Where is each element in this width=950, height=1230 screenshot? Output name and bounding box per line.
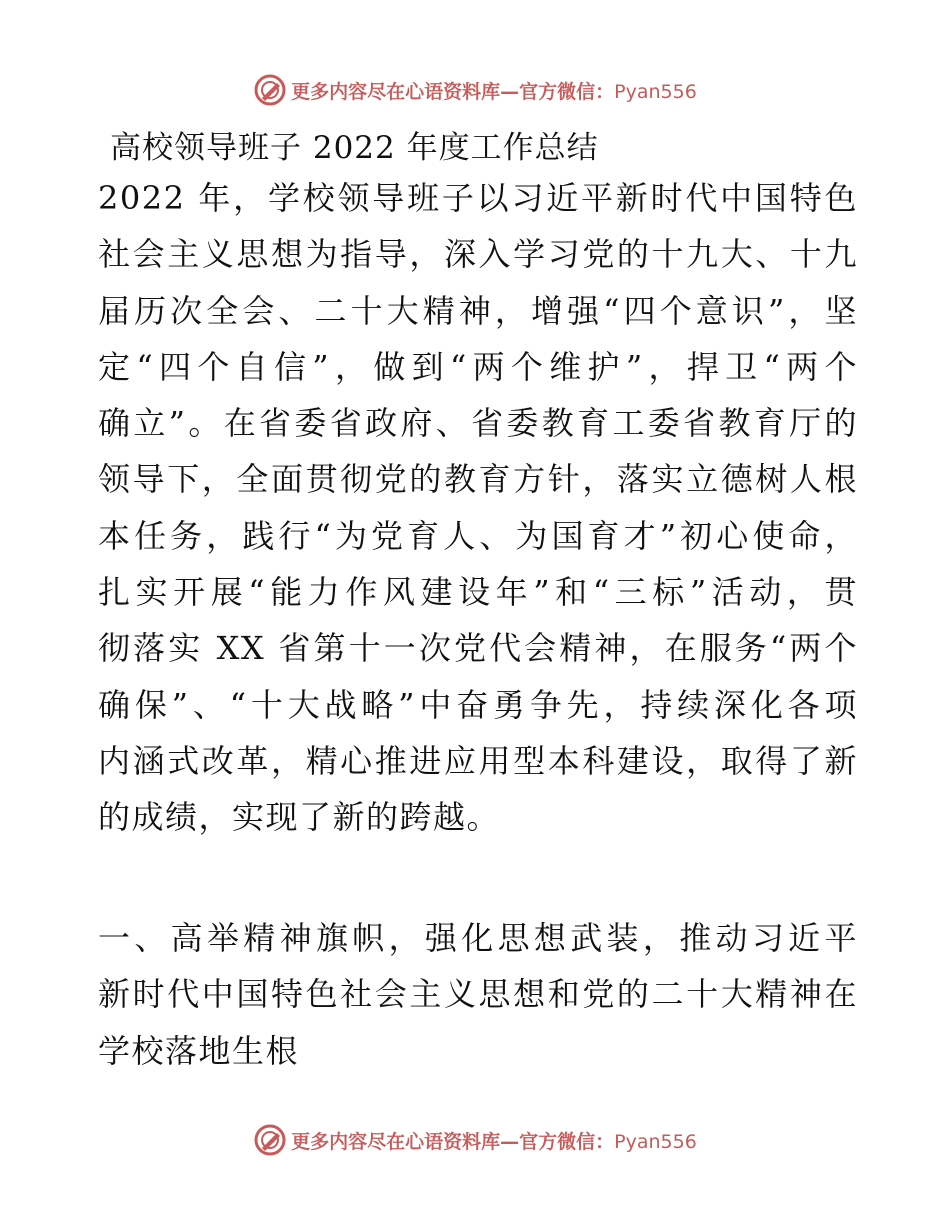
paragraph-line: 彻落实 XX 省第十一次党代会精神，在服务“两个 — [98, 629, 858, 668]
brand-logo-icon — [253, 1123, 287, 1157]
watermark-banner-bottom — [0, 1120, 950, 1160]
paragraph-line: 确保”、“十大战略”中奋勇争先，持续深化各项 — [98, 685, 858, 724]
paragraph-line: 2022 年，学校领导班子以习近平新时代中国特色 — [98, 179, 858, 217]
wechat-id: Pyan556 — [614, 1130, 697, 1153]
heading-line: 新时代中国特色社会主义思想和党的二十大精神在 — [98, 975, 858, 1014]
wechat-id: Pyan556 — [614, 80, 697, 103]
paragraph-line: 内涵式改革，精心推进应用型本科建设，取得了新 — [98, 741, 858, 780]
paragraph-line: 扎实开展“能力作风建设年”和“三标”活动，贯 — [98, 573, 858, 612]
paragraph-line: 确立”。在省委省政府、省委教育工委省教育厅的 — [98, 404, 858, 443]
watermark-text: 更多内容尽在心语资料库—官方微信：Pyan556 — [291, 80, 697, 103]
paragraph-line: 领导下，全面贯彻党的教育方针，落实立德树人根 — [98, 460, 858, 499]
watermark-text: 更多内容尽在心语资料库—官方微信：Pyan556 — [291, 1130, 697, 1153]
intro-paragraph — [98, 170, 858, 846]
brand-logo-icon — [253, 73, 287, 107]
heading-line: 学校落地生根 — [98, 1031, 300, 1070]
document-title: 高校领导班子 2022 年度工作总结 — [110, 130, 599, 166]
paragraph-line: 定“四个自信”，做到“两个维护”，捍卫“两个 — [98, 347, 858, 386]
paragraph-line: 本任务，践行“为党育人、为国育才”初心使命， — [98, 516, 858, 555]
paragraph-line: 的成绩，实现了新的跨越。 — [98, 798, 501, 837]
paragraph-line: 社会主义思想为指导，深入学习党的十九大、十九 — [98, 235, 858, 274]
paragraph-line: 届历次全会、二十大精神，增强“四个意识”，坚 — [98, 291, 858, 330]
section-heading-1 — [98, 910, 858, 1079]
heading-line: 一、高举精神旗帜，强化思想武装，推动习近平 — [98, 919, 858, 957]
watermark-banner-top — [0, 70, 950, 110]
